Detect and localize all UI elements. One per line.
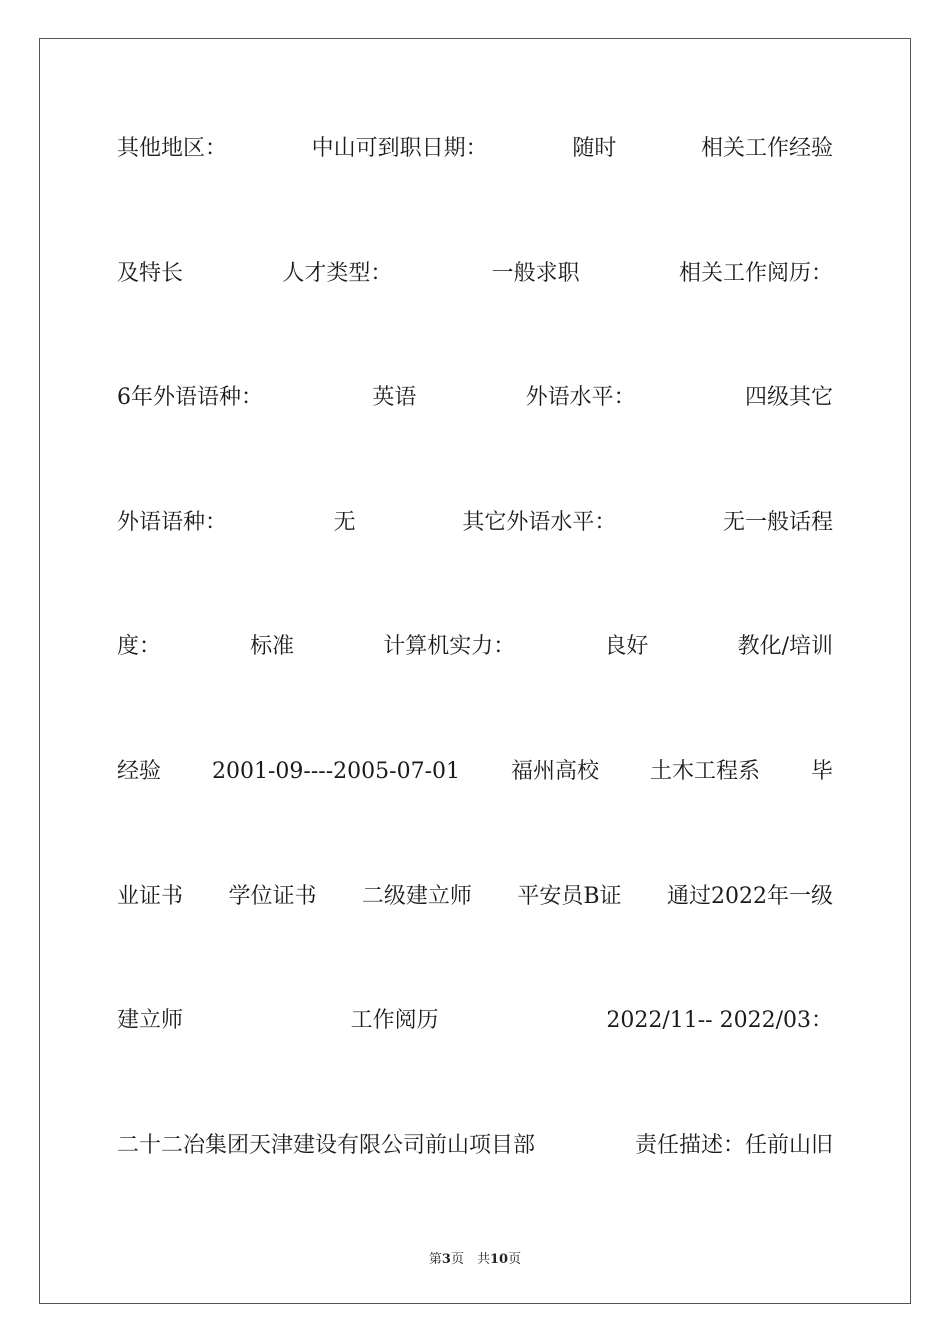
text-segment: 二级建立师 [361, 883, 472, 909]
text-segment: 教化/培训 [737, 634, 833, 660]
text-segment: 标准 [250, 634, 295, 660]
footer-total-pages: 10 [489, 1252, 509, 1267]
text-segment: 计算机实力： [383, 634, 516, 660]
text-segment: 建立师 [117, 1008, 184, 1034]
footer-suffix: 页 [508, 1252, 522, 1267]
text-line-8 [117, 990, 833, 1115]
text-segment: 工作阅历 [350, 1008, 439, 1034]
text-segment: 度： [117, 634, 162, 660]
text-segment: 相关工作阅历： [678, 260, 833, 286]
text-segment: 2001-09----2005-07-01 [212, 758, 460, 784]
text-segment: 土木工程系 [649, 758, 760, 784]
text-segment: 经验 [117, 758, 162, 784]
text-segment: 中山可到职日期： [311, 136, 488, 161]
text-segment: 及特长 [117, 260, 184, 286]
page-footer [0, 1248, 950, 1267]
text-segment: 英语 [372, 385, 417, 411]
text-segment: 业证书 [117, 883, 184, 909]
text-line-3 [117, 367, 833, 492]
text-segment: 2022/11-- 2022/03： [606, 1008, 833, 1034]
text-segment: 学位证书 [228, 883, 317, 909]
text-line-6 [117, 741, 833, 866]
text-segment: 其他地区： [117, 136, 228, 161]
text-segment: 二十二冶集团天津建设有限公司前山项目部 [117, 1132, 536, 1158]
footer-mid: 页 共 [450, 1252, 490, 1267]
text-line-2 [117, 243, 833, 368]
text-segment: 无 [333, 509, 356, 535]
text-segment: 福州高校 [510, 758, 599, 784]
text-segment: 外语语种： [117, 509, 228, 535]
text-segment: 一般求职 [491, 260, 580, 286]
text-line-9 [117, 1115, 833, 1240]
text-segment: 其它外语水平： [462, 509, 617, 535]
text-segment: 毕 [810, 758, 833, 784]
text-segment: 责任描述：任前山旧 [634, 1132, 833, 1158]
text-line-1 [117, 118, 833, 243]
text-segment: 平安员B证 [517, 883, 622, 909]
text-segment: 良好 [604, 634, 649, 660]
text-segment: 四级其它 [744, 385, 833, 411]
text-segment: 人才类型： [282, 260, 393, 286]
text-segment: 通过2022年一级 [666, 883, 833, 909]
text-segment: 外语水平： [525, 385, 636, 411]
document-body [117, 118, 833, 1239]
text-segment: 6年外语语种： [117, 385, 263, 411]
text-segment: 相关工作经验 [700, 136, 833, 161]
text-line-4 [117, 492, 833, 617]
text-segment: 随时 [572, 136, 617, 161]
footer-prefix: 第 [428, 1252, 442, 1267]
text-segment: 无一般话程 [722, 509, 833, 535]
footer-page-number: 3 [441, 1252, 451, 1267]
text-line-7 [117, 866, 833, 991]
text-line-5 [117, 616, 833, 741]
